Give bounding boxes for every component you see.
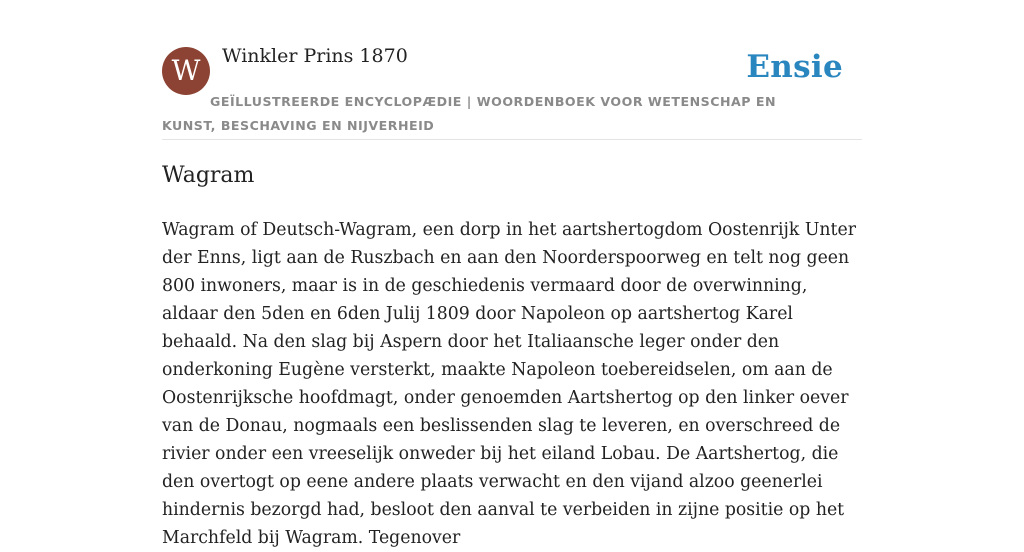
article-body: Wagram of Deutsch-Wagram, een dorp in het aartshertogdom Oostenrijk Unter der Enns, ligt aan de Ruszbach en aan den Noorderspoorweg en telt nog geen 800 inwoners, maar is in de geschiedenis vermaard door de overwinning, aldaar den 5den en 6den Julij 1809 door Napoleon op aartshertog Karel behaald. Na den slag bij Aspern door het Italiaansche leger onder den onderkoning Eugène versterkt, maakte Napoleon toebereidselen, om aan de Oostenrijksche hoofdmagt, onder genoemden Aartshertog op den linker oever van de Donau, nogmaals een beslissenden slag te leveren, en overschreed de rivier onder een vreeselijk onweder bij het eiland Lobau. De Aartshertog, die den overtogt op eene andere plaats verwacht en den vijand alzoo geenerlei hindernis bezorgd had, besloot den aanval te verbeiden in zijne positie op het Marchfeld bij Wagram. Tegenover [162, 220, 856, 548]
article-title: Wagram [162, 163, 255, 188]
site-subtitle: GEÏLLUSTREERDE ENCYCLOPÆDIE | WOORDENBOEK VOOR WETENSCHAP EN KUNST, BESCHAVING EN NIJVERHEID [162, 94, 776, 133]
header [162, 0, 862, 140]
site-title[interactable]: Winkler Prins 1870 [222, 45, 408, 67]
ensie-logo[interactable]: Ensie [746, 49, 843, 85]
content-container [162, 0, 862, 548]
avatar[interactable]: W [162, 47, 210, 95]
